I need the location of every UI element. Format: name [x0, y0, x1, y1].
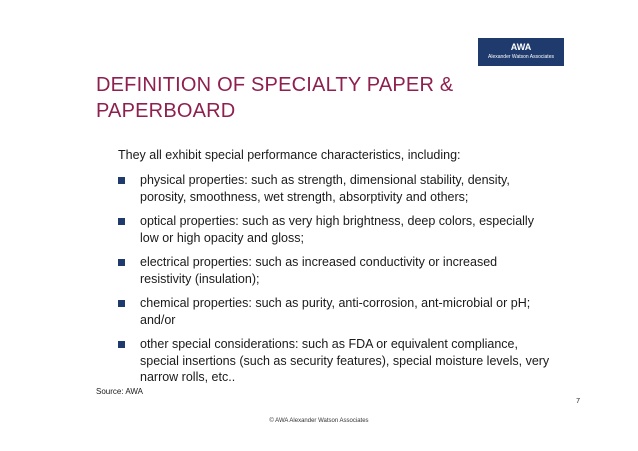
square-bullet-icon — [118, 341, 125, 348]
title-line: DEFINITION OF SPECIALTY PAPER & — [96, 74, 454, 96]
intro-text: They all exhibit special performance characteristics, including: — [118, 148, 461, 162]
logo-name: AWA — [510, 42, 532, 52]
source-note: Source: AWA — [96, 387, 143, 396]
page-number: 7 — [576, 398, 580, 405]
bullet-chemical-properties — [118, 295, 558, 328]
logo-subtitle: Alexander Watson Associates — [488, 54, 554, 60]
bullet-physical-properties — [118, 172, 558, 205]
awa-logo — [478, 38, 564, 66]
bullet-optical-properties — [118, 213, 558, 246]
bullet-line: resistivity (insulation); — [140, 271, 260, 286]
bullet-line: narrow rolls, etc.. — [140, 370, 236, 384]
square-bullet-icon — [118, 177, 125, 184]
bullet-line: and/or — [140, 312, 176, 327]
square-bullet-icon — [118, 218, 125, 225]
bullet-line: optical properties: such as very high brightness, deep colors, especially — [140, 214, 534, 228]
bullet-line: low or high opacity and gloss; — [140, 230, 304, 245]
bullet-line: electrical properties: such as increased conductivity or increased — [140, 255, 498, 269]
slide-title — [96, 72, 526, 124]
square-bullet-icon — [118, 300, 125, 307]
bullet-line: physical properties: such as strength, dimensional stability, density, — [140, 173, 510, 187]
bullet-line: porosity, smoothness, wet strength, absorptivity and others; — [140, 189, 469, 204]
title-line: PAPERBOARD — [96, 100, 236, 122]
footer-copyright: © AWA Alexander Watson Associates — [269, 418, 369, 424]
square-bullet-icon — [118, 259, 125, 266]
bullet-line: special insertions (such as security features), special moisture levels, very — [140, 353, 550, 368]
bullet-list — [118, 172, 558, 394]
bullet-electrical-properties — [118, 254, 558, 287]
bullet-line: other special considerations: such as FDA or equivalent compliance, — [140, 337, 518, 351]
bullet-other-considerations — [118, 336, 558, 386]
bullet-line: chemical properties: such as purity, anti-corrosion, ant-microbial or pH; — [140, 296, 531, 310]
